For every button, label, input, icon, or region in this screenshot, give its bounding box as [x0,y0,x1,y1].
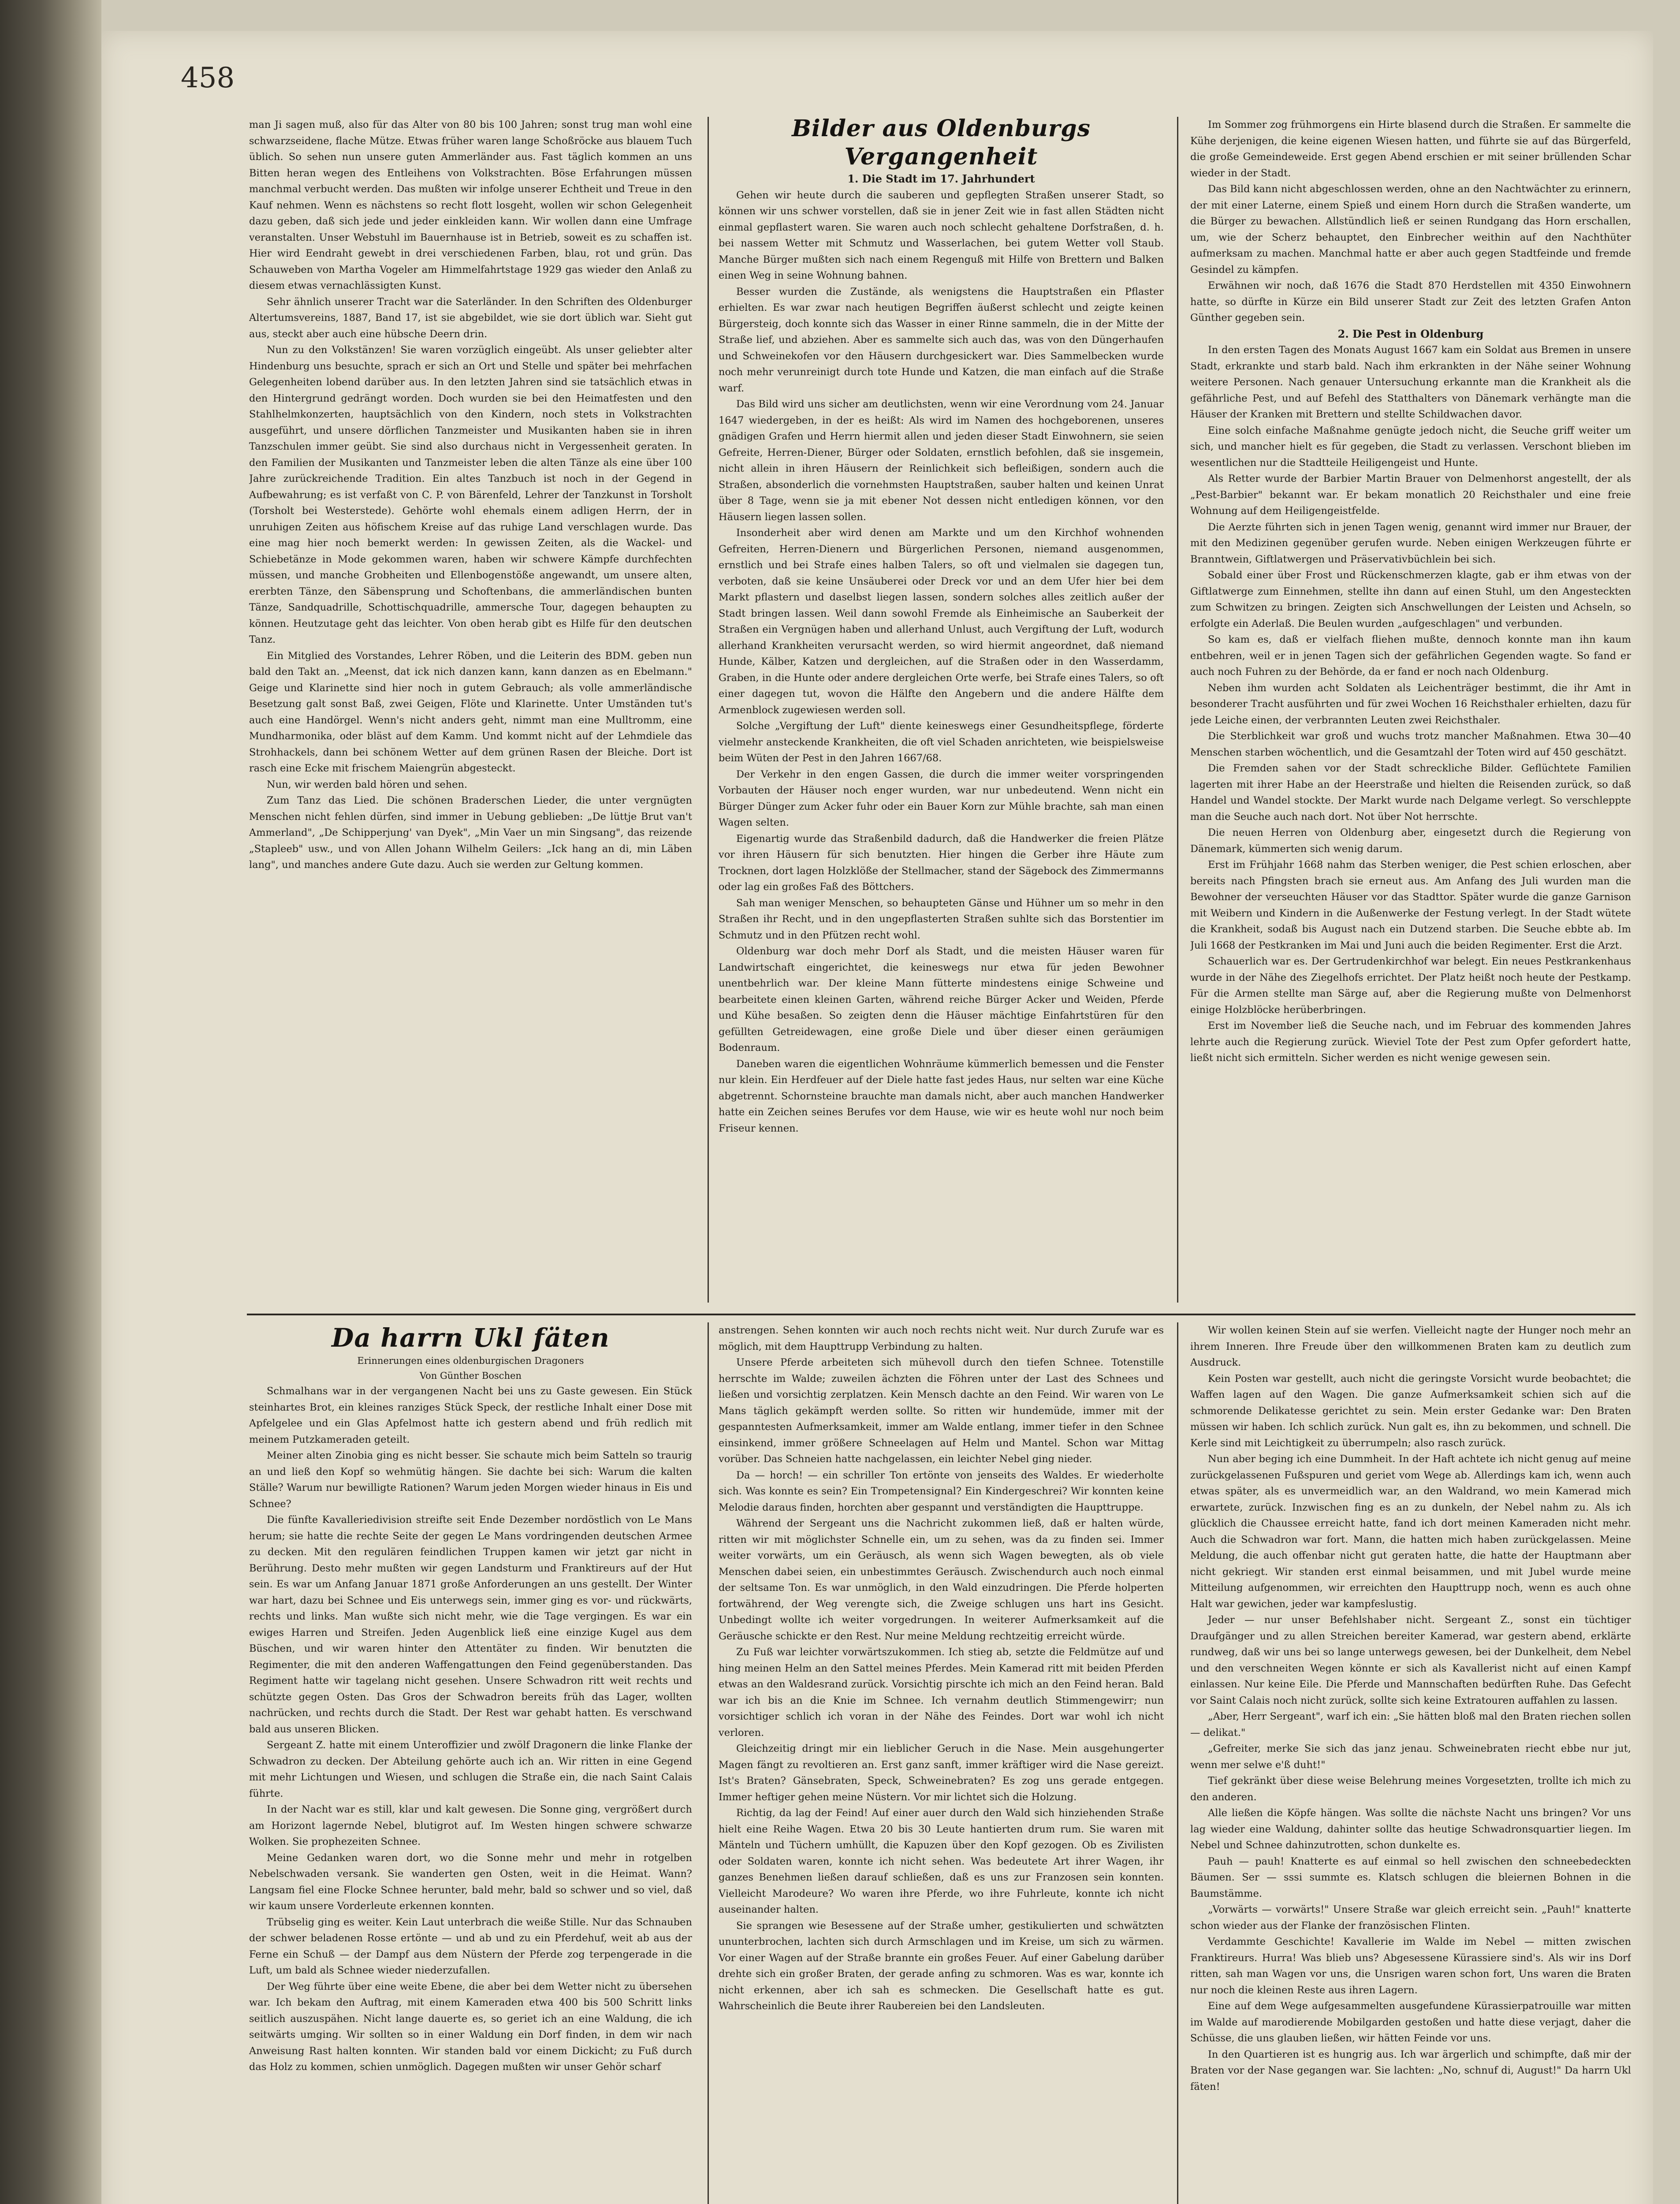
article-title: Da harrn Ukl fäten [332,1323,610,1353]
paragraph: Da — horch! — ein schriller Ton ertönte von jenseits des Waldes. Er wiederholte sich. Was konnte es sein? Ein Trompetensignal? Ein Kindergeschrei? Wir konnten keine Melodie daraus finden, horchten aber gespannt und verständigten die Haupttruppe. [719,1469,1164,1513]
paragraph: Zum Tanz das Lied. Die schönen Braderschen Lieder, die unter vergnügten Menschen nicht fehlen dürfen, sind immer in Uebung geblieben: „De lüttje Brut van't Ammerland", „De Schipperjung' van Dyek", „Min Vaer un min Singsang", das reizende „Stapleeb" usw., und von Allen Johann Wilhelm Geilers: „Ick hang an di, min Läben lang", und manches andere Gute dazu. Auch sie werden zur Geltung kommen. [249,795,692,871]
bottom-article-column-1 [249,1322,692,2204]
paragraph: Schmalhans war in der vergangenen Nacht bei uns zu Gaste gewesen. Ein Stück steinhartes Brot, ein kleines ranziges Stück Speck, der restliche Inhalt einer Dose mit Apfelgelee und ein Glas Apfelmost hatte ich gestern abend und früh redlich mit meinem Putzkameraden geteilt. [249,1385,692,1445]
paragraph: Erwähnen wir noch, daß 1676 die Stadt 870 Herdstellen mit 4350 Einwohnern hatte, so dürfte in Kürze ein Bild unserer Stadt zur Zeit des letzten Grafen Anton Günther gegeben sein. [1190,280,1631,324]
article-subtitle: 1. Die Stadt im 17. Jahrhundert [847,172,1035,185]
paragraph: Verdammte Geschichte! Kavallerie im Walde im Nebel — mitten zwischen Franktireurs. Hurra! Was blieb uns? Abgesessene Kürassiere sind's. Als wir ins Dorf ritten, sah man Wagen vor uns, die Unsrigen waren schon fort, Uns waren die Braten nur noch die kleinen Reste aus ihren Lagern. [1190,1936,1631,1996]
paragraph: Im Sommer zog frühmorgens ein Hirte blasend durch die Straßen. Er sammelte die Kühe derjenigen, die keine eigenen Wiesen hatten, und führte sie auf das Bürgerfeld, die große Gemeindeweide. Erst gegen Abend erschien er mit seiner brüllenden Schar wieder in der Stadt. [1190,119,1631,179]
paragraph: Nun aber beging ich eine Dummheit. In der Haft achtete ich nicht genug auf meine zurückgelassenen Fußspuren und geriet vom Wege ab. Allerdings kam ich, wenn auch etwas später, als es unvermeidlich war, an den Waldrand, wo mein Kamerad mich erwartete, zurück. Inzwischen fing es an zu dunkeln, der Nebel nahm zu. Als ich glücklich die Chaussee erreicht hatte, fand ich dort meinen Kameraden nicht mehr. Auch die Schwadron war fort. Mann, die hatten mich haben zurückgelassen. Meine Meldung, die auch offenbar nicht gut geraten hatte, die hatte der Hauptmann aber nicht gekriegt. Wir standen erst einmal beisammen, und mit Jubel wurde meine Mitteilung aufgenommen, wir erreichten den Haupttrupp noch, wenn es auch ohne Halt war gewichen, jeder war kampfeslustig. [1190,1453,1631,1610]
top-middle-article [719,115,1164,1336]
paragraph: „Gefreiter, merke Sie sich das janz jenau. Schweinebraten riecht ebbe nur jut, wenn mer selwe e'ß duht!" [1190,1743,1631,1771]
paragraph: Eine solch einfache Maßnahme genügte jedoch nicht, die Seuche griff weiter um sich, und mancher hielt es für gegeben, die Stadt zu verlassen. Verschont blieben im wesentlichen nur die Stadtteile Heiligengeist und Hunte. [1190,424,1631,469]
paragraph: In den ersten Tagen des Monats August 1667 kam ein Soldat aus Bremen in unsere Stadt, erkrankte und starb bald. Nach ihm erkrankten in der Nähe seiner Wohnung weitere Personen. Nach genauer Untersuchung erkannte man die Krankheit als die gefährliche Pest, und auf Befehl des Statthalters von Dänemark verhängte man die Häuser der Kranken mit Brettern und stellte Schildwachen davor. [1190,344,1631,420]
paragraph: Schauerlich war es. Der Gertrudenkirchhof war belegt. Ein neues Pestkrankenhaus wurde in der Nähe des Ziegelhofs errichtet. Der Platz heißt noch heute der Pestkamp. Für die Armen stellte man Särge auf, aber die Regierung mußte von Delmenhorst einige Holzblöcke herüberbringen. [1190,956,1631,1016]
article-byline: Von Günther Boschen [419,1370,522,1381]
paragraph: Eine auf dem Wege aufgesammelten ausgefundene Kürassierpatrouille war mitten im Walde auf marodierende Mobilgarden gestoßen und hatte diese verjagt, daher die Schüsse, die uns glauben ließen, wir hätten Feinde vor uns. [1190,2000,1631,2044]
paragraph: anstrengen. Sehen konnten wir auch noch rechts nicht weit. Nur durch Zurufe war es möglich, mit dem Haupttrupp Verbindung zu halten. [719,1325,1164,1352]
paragraph: Gleichzeitig dringt mir ein lieblicher Geruch in die Nase. Mein ausgehungerter Magen fängt zu revoltieren an. Erst ganz sanft, immer kräftiger wird die Nase gereizt. Ist's Braten? Gänsebraten, Speck, Schweinebraten? Es zog uns gerade entgegen. Immer heftiger gehen meine Nüstern. Vor mir lichtet sich die Holzung. [719,1743,1164,1803]
page-number: 458 [181,62,235,94]
paragraph: Sehr ähnlich unserer Tracht war die Saterländer. In den Schriften des Oldenburger Altertumsvereins, 1887, Band 17, ist sie abgebildet, wie sie dort üblich war. Sieht gut aus, steckt aber auch eine hübsche Deern drin. [249,296,692,340]
paragraph: Insonderheit aber wird denen am Markte und um den Kirchhof wohnenden Gefreiten, Herren-Dienern und Bürgerlichen Personen, niemand ausgenommen, ernstlich und bei Strafe eines halben Talers, so oft und vielmalen sie dagegen tun, verboten, daß sie keine Unsäuberei oder Dreck vor und an dem Ufer hier bei dem Markt pflastern und daselbst liegen lassen, sondern solches alles zeitlich außer der Stadt bringen lassen. Weil dann sowohl Fremde als Einheimische an Sauberkeit der Straßen ein Vergnügen haben und allerhand Unlust, auch Vergiftung der Luft, wodurch allerhand Krankheiten verursacht werden, so wird hiermit angeordnet, daß niemand Hunde, Kälber, Katzen und dergleichen, auf die Straßen oder in den Wasserdamm, Graben, in die Hunte oder andere dergleichen Orte werfe, bei Strafe eines Talers, so oft einer dagegen tut, wovon die Hälfte den Angebern und die andere Hälfte dem Armenblock zugewiesen werden soll. [719,527,1164,716]
column-rule [1177,1322,1178,2204]
paragraph: Die Sterblichkeit war groß und wuchs trotz mancher Maßnahmen. Etwa 30—40 Menschen starben wöchentlich, und die Gesamtzahl der Toten wird auf 450 geschätzt. [1190,730,1631,758]
paragraph: Das Bild kann nicht abgeschlossen werden, ohne an den Nachtwächter zu erinnern, der mit einer Laterne, einem Spieß und einem Horn durch die Straßen wanderte, um die Bürger zu bewachen. Allstündlich ließ er seinen Rundgang das Horn erschallen, um, wie der Scherz behauptet, den Einbrecher weithin auf den Nachthüter aufmerksam zu machen. Manchmal hatte er aber auch gegen Stadtfeinde und fremde Gesindel zu kämpfen. [1190,183,1631,276]
paragraph: Pauh — pauh! Knatterte es auf einmal so hell zwischen den schneebedeckten Bäumen. Ser — sssi summte es. Klatsch schlugen die bleiernen Bohnen in die Baumstämme. [1190,1855,1631,1899]
paragraph: Als Retter wurde der Barbier Martin Brauer von Delmenhorst angestellt, der als „Pest-Barbier" bekannt war. Er bekam monatlich 20 Reichsthaler und eine freie Wohnung auf dem Heiligengeistfelde. [1190,473,1631,517]
paragraph: Sie sprangen wie Besessene auf der Straße umher, gestikulierten und schwätzten ununterbrochen, lachten sich durch Armschlagen und im Kreise, um sich zu wärmen. Vor einer Wagen auf der Straße brannte ein großes Feuer. Auf einer Gabelung darüber drehte sich ein großer Braten, der gerade anfing zu schmoren. Was es war, konnte ich nicht erkennen, aber ich sah es schmecken. Die Gesellschaft hatte es gut. Wahrscheinlich die Beute ihrer Raubereien bei den Landsleuten. [719,1920,1164,2012]
paragraph: Das Bild wird uns sicher am deutlichsten, wenn wir eine Verordnung vom 24. Januar 1647 wiedergeben, in der es heißt: Als wird im Namen des hochgeborenen, unseres gnädigen Grafen und Herrn hiermit allen und jeden dieser Stadt Einwohnern, sie seien Gefreite, Herren-Diener, Bürger oder Soldaten, ernstlich befohlen, daß sie insgemein, nicht allein in ihren Häusern der Reinlichkeit sich befleißigen, sondern auch die Straßen, absonderlich die vornehmsten Hauptstraßen, sauber halten und keinen Unrat über 8 Tage, wenn sie ja mit ebener Not dessen nicht entledigen können, vor den Häusern liegen lassen sollen. [719,398,1164,523]
bottom-article-column-3 [1190,1322,1631,2204]
paragraph: Kein Posten war gestellt, auch nicht die geringste Vorsicht wurde beobachtet; die Waffen lagen auf den Wagen. Die ganze Aufmerksamkeit schien sich auf die schmorende Delikatesse gerichtet zu sein. Mein erster Gedanke war: Den Braten müssen wir haben. Ich schlich zurück. Nun galt es, ihn zu bekommen, und schnell. Die Kerle sind mit Leichtigkeit zu überrumpeln; also rasch zurück. [1190,1373,1631,1449]
paragraph: „Aber, Herr Sergeant", warf ich ein: „Sie hätten bloß mal den Braten riechen sollen — delikat." [1190,1711,1631,1739]
paragraph: Oldenburg war doch mehr Dorf als Stadt, und die meisten Häuser waren für Landwirtschaft eingerichtet, die keineswegs nur etwa für jeden Bewohner unentbehrlich war. Der kleine Mann fütterte mindestens einige Schweine und bearbeitete einen kleinen Garten, während reiche Bürger Acker und Weiden, Pferde und Kühe besaßen. So zeigten denn die Häuser mächtige Einfahrtstüren für den gefüllten Getreidewagen, eine große Diele und über dieser einen geräumigen Bodenraum. [719,946,1164,1054]
paragraph: Jeder — nur unser Befehlshaber nicht. Sergeant Z., sonst ein tüchtiger Draufgänger und zu allen Streichen bereiter Kamerad, war gestern abend, erklärte rundweg, daß wir uns bei so lange unterwegs gewesen, bei der Dunkelheit, dem Nebel und den verschneiten Wegen könnte er sich als Kavallerist nicht auf einen Kampf einlassen. Nur keine Eile. Die Pferde und Mannschaften bedürften Ruhe. Das Gefecht vor Saint Calais noch nicht zurück, sollte sich keine Extratouren auffahlen zu lassen. [1190,1614,1631,1706]
paragraph: Gehen wir heute durch die sauberen und gepflegten Straßen unserer Stadt, so können wir uns schwer vorstellen, daß sie in jener Zeit wie in fast allen Städten nicht einmal gepflastert waren. Sie waren auch noch schlecht gehaltene Dorfstraßen, d. h. bei nassem Wetter mit Schmutz und Wasserlachen, bei gutem Wetter voll Staub. Manche Bürger mußten sich nach einem Regenguß mit Hilfe von Brettern und Balken einen Weg in seine Wohnung bahnen. [719,189,1164,281]
top-left-article [249,117,692,1263]
paragraph: Trübselig ging es weiter. Kein Laut unterbrach die weiße Stille. Nur das Schnauben der schwer beladenen Rosse ertönte — und ab und zu ein Pferdehuf, weit ab aus der Ferne ein Schuß — der Dampf aus dem Nüstern der Pferde zog terpengerade in die Luft, um bald als Schnee wieder niederzufallen. [249,1916,692,1976]
paragraph: man Ji sagen muß, also für das Alter von 80 bis 100 Jahren; sonst trug man wohl eine schwarzseidene, flache Mütze. Etwas früher waren lange Schoßröcke aus blauem Tuch üblich. So sehen nun unsere guten Ammerländer aus. Fast täglich kommen an uns Bitten heran wegen des Entleihens von Volkstrachten. Böse Erfahrungen müssen manchmal verbucht werden. Das mußten wir infolge unserer Echtheit und Treue in den Kauf nehmen. Wenn es nächstens so recht flott losgeht, wollen wir schon Gelegenheit dazu geben, daß sich jede und jeder einkleiden kann. Wir wollen dann eine Umfrage veranstalten. Unser Webstuhl im Bauernhause ist in Betrieb, soweit es zu schaffen ist. Hier wird Eendraht gewebt in drei verschiedenen Farben, blau, rot und grün. Das Schauweben von Martha Vogeler am Himmelfahrtstage 1929 gas wieder den Anlaß zu diesem etwas vernachlässigten Kunst. [249,119,692,291]
column-rule [708,1322,709,2204]
paragraph: Sobald einer über Frost und Rückenschmerzen klagte, gab er ihm etwas von der Giftlatwerge zum Einnehmen, stellte ihn dann auf einen Stuhl, um den Angesteckten zum Schwitzen zu bringen. Zeigten sich Anschwellungen der Leisten und Achseln, so erfolgte ein Aderlaß. Die Beulen wurden „aufgeschlagen" und verbunden. [1190,570,1631,629]
paragraph: Nun zu den Volkstänzen! Sie waren vorzüglich eingeübt. Als unser geliebter alter Hindenburg uns besuchte, sprach er sich an Ort und Stelle und später bei mehrfachen Gelegenheiten lobend darüber aus. In den letzten Jahren sind sie tatsächlich etwas in den Hintergrund gedrängt worden. Doch wurden sie bei den Heimatfesten und den Stahlhelmkonzerten, hauptsächlich von den Kindern, noch stets in Volkstrachten ausgeführt, und unsere dörflichen Tanzmeister und Musikanten haben sie in ihren Tanzschulen immer geübt. Sie sind also durchaus nicht in Vergessenheit geraten. In den Familien der Musikanten und Tanzmeister leben die alten Tänze als eine über 100 Jahre zurückreichende Tradition. Ein altes Tanzbuch ist noch in der Gegend in Aufbewahrung; es ist verfaßt von C. P. von Bärenfeld, Lehrer der Tanzkunst in Torsholt (Torsholt bei Westerstede). Gehörte wohl ehemals einem adligen Herrn, der in unruhigen Zeiten aus höfischem Kreise auf das ruhige Land verschlagen wurde. Das eine mag hier noch bemerkt werden: In gewissen Zeiten, als die Wackel- und Schiebetänze in Mode gekommen waren, haben wir schwere Kämpfe durchfechten müssen, und manche Grobheiten und Ellenbogenstöße angewandt, um unsere alten, ererbten Tänze, den Säbensprung und Schoftenbans, die ammerländischen bunten Tänze, Sandquadrille, Schottischquadrille, ammersche Tour, dagegen behaupten zu können. Heutzutage geht das leichter. Von oben herab gibt es Hilfe für den deutschen Tanz. [249,344,692,645]
paragraph: In den Quartieren ist es hungrig aus. Ich war ärgerlich und schimpfte, daß mir der Braten vor der Nase gegangen war. Sie lachten: „No, schnuf di, August!" Da harrn Ukl fäten! [1190,2048,1631,2092]
paragraph: Die Fremden sahen vor der Stadt schreckliche Bilder. Geflüchtete Familien lagerten mit ihrer Habe an der Heerstraße und hielten die Reisenden zurück, so daß Handel und Wandel stockte. Der Markt wurde nach Delgame verlegt. So verschleppte man die Seuche auch nach dort. Not über Not herrschte. [1190,763,1631,823]
paragraph: Richtig, da lag der Feind! Auf einer auer durch den Wald sich hinziehenden Straße hielt eine Reihe Wagen. Etwa 20 bis 30 Leute hantierten drum rum. Sie waren mit Mänteln und Tüchern umhüllt, die Kapuzen über den Kopf gezogen. Ob es Zivilisten oder Soldaten waren, konnte ich nicht sehen. Was bedeutete Art ihrer Wagen, ihr ganzes Benehmen ließen darauf schließen, daß es uns zur Franzosen sein konnten. Vielleicht Marodeure? Wo waren ihre Pferde, wo ihre Fuhrleute, konnte ich nicht auseinander halten. [719,1807,1164,1915]
paragraph: Sergeant Z. hatte mit einem Unteroffizier und zwölf Dragonern die linke Flanke der Schwadron zu decken. Der Abteilung gehörte auch ich an. Wir ritten in eine Gegend mit mehr Lichtungen und Wiesen, und schlugen die Straße ein, die nach Saint Calais führte. [249,1739,692,1799]
paragraph: Eigenartig wurde das Straßenbild dadurch, daß die Handwerker die freien Plätze vor ihren Häusern für sich benutzten. Hier hingen die Gerber ihre Häute zum Trocknen, dort lagen Holzklöße der Stellmacher, stand der Sägebock des Zimmermanns oder lag ein großes Faß des Böttchers. [719,833,1164,893]
column-rule [1177,117,1178,1303]
paragraph: Tief gekränkt über diese weise Belehrung meines Vorgesetzten, trollte ich mich zu den anderen. [1190,1775,1631,1803]
paragraph: Wir wollen keinen Stein auf sie werfen. Vielleicht nagte der Hunger noch mehr an ihrem Inneren. Ihre Freude über den willkommenen Braten kam zu deutlich zum Ausdruck. [1190,1325,1631,1368]
paragraph: Alle ließen die Köpfe hängen. Was sollte die nächste Nacht uns bringen? Vor uns lag wieder eine Waldung, dahinter sollte das heutige Schwadronsquartier liegen. Im Nebel und Schnee dahinzutrotten, schon dunkelte es. [1190,1807,1631,1851]
paragraph: Zu Fuß war leichter vorwärtszukommen. Ich stieg ab, setzte die Feldmütze auf und hing meinen Helm an den Sattel meines Pferdes. Mein Kamerad ritt mit beiden Pferden etwas an den Waldesrand zurück. Vorsichtig pirschte ich mich an den Feind heran. Bald war ich bis an die Knie im Schnee. Ich vernahm deutlich Stimmengewirr; nun vorsichtiger schlich ich voran in der Nähe des Feindes. Dort war wohl ich nicht verloren. [719,1646,1164,1739]
paragraph: Unsere Pferde arbeiteten sich mühevoll durch den tiefen Schnee. Totenstille herrschte im Walde; zuweilen ächzten die Föhren unter der Last des Schnees und ließen und vorsichtig zerplatzen. Kein Mensch dachte an den Feind. Wir waren von Le Mans täglich gekämpft werden sollte. So ritten wir hundemüde, immer mit der gespanntesten Aufmerksamkeit, immer am Walde entlang, immer tiefer in den Schnee einsinkend, immer größere Schneelagen auf Helm und Mantel. Schon war Mittag vorüber. Das Schneien hatte nachgelassen, ein leichter Nebel ging nieder. [719,1357,1164,1465]
paragraph: Erst im Frühjahr 1668 nahm das Sterben weniger, die Pest schien erloschen, aber bereits nach Pfingsten brach sie erneut aus. Am Anfang des Juli wurden man die Bewohner der verseuchten Häuser vor das Stadttor. Später wurde die ganze Garnison mit Weibern und Kindern in die Außenwerke der Festung verlegt. In der Stadt wütete die Krankheit, sodaß bis August nach ein Dutzend starben. Die Seuche ebbte ab. Im Juli 1668 der Pestkranken im Mai und Juni auch die beiden Regimenter. Erst die Arzt. [1190,859,1631,951]
paragraph: In der Nacht war es still, klar und kalt gewesen. Die Sonne ging, vergrößert durch am Horizont lagernde Nebel, blutigrot auf. Im Westen hingen schwere schwarze Wolken. Sie prophezeiten Schnee. [249,1804,692,1847]
section-heading: 2. Die Pest in Oldenburg [1337,327,1484,340]
paragraph: Besser wurden die Zustände, als wenigstens die Hauptstraßen ein Pflaster erhielten. Es war zwar nach heutigen Begriffen äußerst schlecht und zeigte keinen Bürgersteig, doch konnte sich das Wasser in einer Rinne sammeln, die in der Mitte der Straße lief, und abziehen. Aber es sammelte sich auch das, was von den Düngerhaufen und Schweinekofen vor den Häusern durchgesickert war. Dies Sammelbecken wurde noch mehr verunreinigt durch tote Hunde und Katzen, die man einfach auf die Straße warf. [719,286,1164,394]
top-right-article [1190,117,1631,1338]
paragraph: Meiner alten Zinobia ging es nicht besser. Sie schaute mich beim Satteln so traurig an und ließ den Kopf so wehmütig hängen. Sie dachte bei sich: Warum die kalten Ställe? Warum nur bewilligte Rationen? Warum jeden Morgen wieder hinaus in Eis und Schnee? [249,1450,692,1510]
paragraph: Während der Sergeant uns die Nachricht zukommen ließ, daß er halten würde, ritten wir mit möglichster Schnelle ein, um zu sehen, was da zu finden sei. Immer weiter vorwärts, um ein Geräusch, als wenn sich Wagen bewegten, als ob viele Menschen dabei seien, ein unbestimmtes Geräusch. Zwischendurch auch noch einmal der seltsame Ton. Es war unmöglich, in den Wald einzudringen. Die Pferde holperten fortwährend, der Weg verengte sich, die Zweige schlugen uns hart ins Gesicht. Unbedingt wollte ich weiter vorgedrungen. In weiterer Aufmerksamkeit auf die Geräusche schickte er den Rest. Nur meine Meldung rechtzeitig erreicht würde. [719,1518,1164,1642]
book-binding-edge [0,0,101,2204]
paragraph: So kam es, daß er vielfach fliehen mußte, dennoch konnte man ihn kaum entbehren, weil er in jenen Tagen sich der gefährlichen Gegenden wagte. So fand er auch noch Fuhren zu der Behörde, da er fand er noch nach Oldenburg. [1190,634,1631,678]
paragraph: Erst im November ließ die Seuche nach, und im Februar des kommenden Jahres lehrte auch die Regierung zurück. Wieviel Tote der Pest zum Opfer gefordert hatte, ließt nicht sich ermitteln. Sicher werden es nicht wenige gewesen sein. [1190,1020,1631,1064]
paragraph: Der Weg führte über eine weite Ebene, die aber bei dem Wetter nicht zu übersehen war. Ich bekam den Auftrag, mit einem Kameraden etwa 400 bis 500 Schritt links seitlich auszuspähen. Nicht lange dauerte es, so geriet ich an eine Waldung, die ich seitwärts umging. Wir sollten so in einer Waldung ein Dorf finden, in dem wir nach Anweisung Rast halten konnten. Wir standen bald vor einem Dickicht; zu Fuß durch das Holz zu kommen, schien unmöglich. Dagegen mußten wir unser Gehör scharf [249,1981,692,2073]
section-divider [247,1314,1635,1315]
paragraph: Der Verkehr in den engen Gassen, die durch die immer weiter vorspringenden Vorbauten der Häuser noch enger wurden, war nur unbedeutend. Wenn nicht ein Bürger Dünger zum Acker fuhr oder ein Bauer Korn zur Mühle brachte, sah man einen Wagen selten. [719,768,1164,828]
paragraph: Die neuen Herren von Oldenburg aber, eingesetzt durch die Regierung von Dänemark, kümmerten sich wenig darum. [1190,827,1631,855]
paragraph: Ein Mitglied des Vorstandes, Lehrer Röben, und die Leiterin des BDM. geben nun bald den Takt an. „Meenst, dat ick nich danzen kann, kann danzen as en Ebelmann." Geige und Klarinette sind hier noch in gutem Gebrauch; als volle ammerländische Besetzung galt sonst Baß, zwei Geigen, Flöte und Klarinette. Unter Umständen tut's auch eine Handörgel. Wenn's nicht anders geht, nimmt man eine Mulltromm, eine Mundharmonika, oder bläst auf dem Kamm. Und kommt nicht auf der Lehmdiele das Strohhackels, dann bei schönem Wetter auf dem grünen Rasen der Bleiche. Dort ist rasch eine Ecke mit frischem Maiengrün abgesteckt. [249,650,692,774]
paragraph: Meine Gedanken waren dort, wo die Sonne mehr und mehr in rotgelben Nebelschwaden versank. Sie wanderten gen Osten, weit in die Heimat. Wann? Langsam fiel eine Flocke Schnee herunter, bald mehr, bald so schwer und so viel, daß wir kaum unsere Vorderleute erkennen konnten. [249,1852,692,1912]
paragraph: Die fünfte Kavalleriedivision streifte seit Ende Dezember nordöstlich von Le Mans herum; sie hatte die rechte Seite der gegen Le Mans vordringenden deutschen Armee zu decken. Mit den regulären feindlichen Truppen kamen wir jetzt gar nicht in Berührung. Desto mehr mußten wir gegen Landsturm und Franktireurs auf der Hut sein. Es war um Anfang Januar 1871 große Anforderungen an uns gestellt. Der Winter war hart, dazu bei Schnee und Eis unterwegs sein, immer ging es vor- und rückwärts, rechts und links. Man wußte sich nicht mehr, wie die Tage vergingen. Es war ein ewiges Harren und Streifen. Jeden Augenblick ließ eine einzige Kugel aus dem Büschen, und wir waren hinter den Attentäter zu finden. Wir benutzten die Regimenter, die mit den anderen Waffengattungen den Feind gegenüberstanden. Das Regiment hatte wir tagelang nicht gesehen. Unsere Schwadron ritt weit rechts und schützte gegen Osten. Das Gros der Schwadron bereits früh das Lager, wollten nachrücken, und rechts durch die Stadt. Der Rest war gehabt hatten. Es verschwand bald aus unseren Blicken. [249,1514,692,1735]
paragraph: Die Aerzte führten sich in jenen Tagen wenig, genannt wird immer nur Brauer, der mit den Medizinen gegenüber gerufen wurde. Neben einigen Werkzeugen führte er Branntwein, Giftlatwergen und Präservativbüchlein bei sich. [1190,521,1631,565]
article-title: Bilder aus Oldenburgs Vergangenheit [792,115,1091,170]
bottom-article-column-2 [719,1322,1164,2204]
paragraph: Sah man weniger Menschen, so behaupteten Gänse und Hühner um so mehr in den Straßen ihr Recht, und in den ungepflasterten Straßen suhlte sich das Borstentier im Schmutz und in den Pfützen recht wohl. [719,897,1164,941]
paragraph: „Vorwärts — vorwärts!" Unsere Straße war gleich erreicht sein. „Pauh!" knatterte schon wieder aus der Flanke der französischen Flinten. [1190,1904,1631,1932]
paragraph: Daneben waren die eigentlichen Wohnräume kümmerlich bemessen und die Fenster nur klein. Ein Herdfeuer auf der Diele hatte fast jedes Haus, nur selten war eine Küche abgetrennt. Schornsteine brauchte man damals nicht, aber auch manchen Handwerker hatte ein Zeichen seines Berufes vor dem Hause, wie wir es heute wohl nur noch beim Friseur kennen. [719,1058,1164,1134]
article-subtitle: Erinnerungen eines oldenburgischen Dragoners [357,1355,584,1366]
paragraph: Nun, wir werden bald hören und sehen. [267,778,468,790]
paragraph: Neben ihm wurden acht Soldaten als Leichenträger bestimmt, die ihr Amt in besonderer Tracht ausführten und für zwei Wochen 16 Reichsthaler erhielten, dazu für jede Leiche einen, der verbrannten Leuten zwei Reichsthaler. [1190,682,1631,726]
column-rule [708,117,709,1303]
paragraph: Solche „Vergiftung der Luft" diente keineswegs einer Gesundheitspflege, förderte vielmehr ansteckende Krankheiten, die oft viel Schaden anrichteten, wie beispielsweise beim Wüten der Pest in den Jahren 1667/68. [719,720,1164,764]
